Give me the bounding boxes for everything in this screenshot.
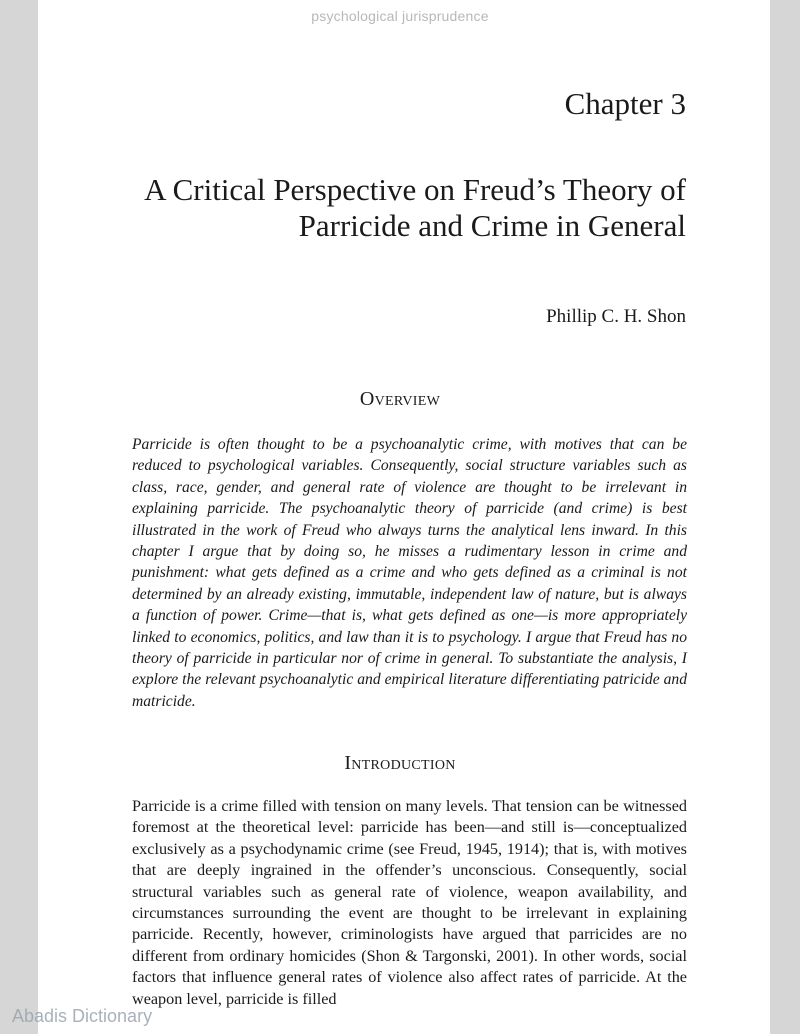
chapter-label: Chapter 3 — [564, 86, 686, 121]
introduction-heading: Introduction — [344, 752, 456, 774]
overview-abstract: Parricide is often thought to be a psychoanalytic crime, with motives that can be reduced to psychological variables. Consequently, social structure variables such as class, race, gender, and general rate of violence are thought to be irrelevant in explaining parricide. The psychoanalytic theory of parricide (and crime) is best illustrated in the work of Freud who always turns the analytical lens inward. In this chapter I argue that by doing so, he misses a rudimentary lesson in crime and punishment: what gets defined as a crime and who gets defined as a criminal is not determined by an already existing, immutable, independent law of nature, but is always a function of power. Crime—that is, what gets defined as one—is more appropriately linked to economics, politics, and law than it is to psychology. I argue that Freud has no theory of parricide in particular nor of crime in general. To substantiate the analysis, I explore the relevant psychoanalytic and empirical literature differentiating patricide and matricide. — [132, 436, 687, 710]
introduction-paragraph: Parricide is a crime filled with tension on many levels. That tension can be witnessed foremost at the theoretical level: parricide has been—and still is—conceptualized exclusively as a psychodynamic crime (see Freud, 1945, 1914); that is, with motives that are deeply ingrained in the offender’s unconscious. Consequently, social structural variables such as general rate of violence, weapon availability, and circumstances surrounding the event are thought to be irrelevant in explaining parricide. Recently, however, criminologists have argued that parricides are no different from ordinary homicides (Shon & Targonski, 2001). In other words, social factors that influence general rates of violence also affect rates of parricide. At the weapon level, parricide is filled — [132, 797, 687, 1008]
header-caption: psychological jurisprudence — [311, 8, 489, 24]
overview-heading: Overview — [359, 388, 441, 410]
chapter-author: Phillip C. H. Shon — [546, 306, 686, 327]
chapter-title: A Critical Perspective on Freud’s Theory of Parricide and Crime in General — [144, 172, 686, 243]
watermark-logo: Abadis Dictionary — [12, 1006, 153, 1026]
